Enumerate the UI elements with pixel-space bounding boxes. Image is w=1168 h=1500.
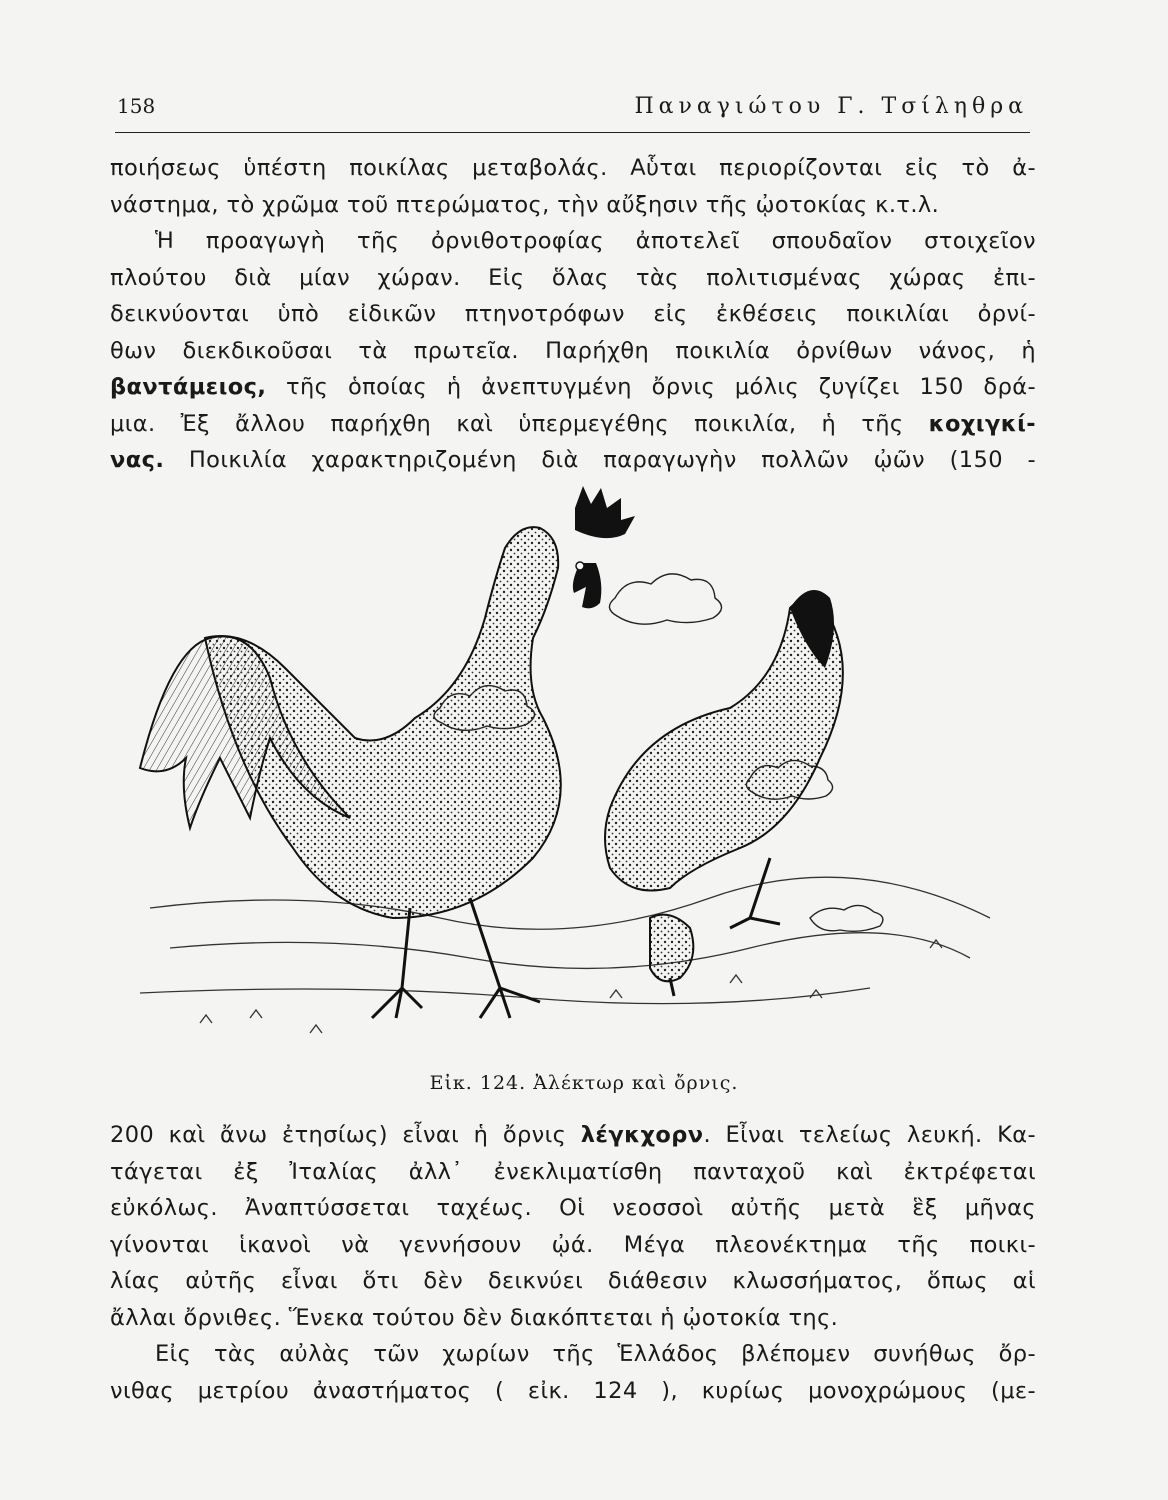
text-line (110, 1117, 1036, 1154)
rooster-hen-illustration (110, 478, 1036, 1068)
figure-caption: Εἰκ. 124. Ἀλέκτωρ καὶ ὄρνις. (429, 1072, 739, 1094)
text-span: Ποικιλία χαρακτηριζομένη διὰ παραγωγὴν πολλῶν ᾠῶν (150 - (164, 447, 1036, 473)
text-line: Ἡ προαγωγὴ τῆς ὀρνιθοτροφίας ἀποτελεῖ σπουδαῖον στοιχεῖον (155, 228, 1036, 254)
text-line: νάστημα, τὸ χρῶμα τοῦ πτερώματος, τὴν αὔξησιν τῆς ᾠοτοκίας κ.τ.λ. (110, 191, 940, 218)
rooster-icon (140, 486, 635, 1018)
text-span: τῆς ὁποίας ἡ ἀνεπτυγμένη ὄρνις μόλις ζυγίζει 150 δρά- (266, 374, 1036, 400)
text-line: δεικνύονται ὑπὸ εἰδικῶν πτηνοτρόφων εἰς ἐκθέσεις ποικιλίαι ὀρνί- (110, 301, 1036, 327)
text-line (110, 406, 1036, 443)
text-line: γίνονται ἱκανοὶ νὰ γεννήσουν ᾠά. Μέγα πλεονέκτημα τῆς ποικι- (110, 1231, 1036, 1258)
text-span: . Εἶναι τελείως λευκή. Κα- (703, 1122, 1036, 1148)
text-line: ποιήσεως ὑπέστη ποικίλας μεταβολάς. Αὗται περιορίζονται εἰς τὸ ἀ- (110, 155, 1036, 181)
paragraph-top (110, 150, 1036, 479)
text-line (110, 442, 1036, 479)
figure-rooster-and-hen (110, 478, 1036, 1068)
text-line: τάγεται ἐξ Ἰταλίας ἀλλ᾿ ἐνεκλιματίσθη πανταχοῦ καὶ ἐκτρέφεται (110, 1158, 1036, 1185)
text-line: Εἰς τὰς αὐλὰς τῶν χωρίων τῆς Ἑλλάδος βλέπομεν συνήθως ὄρ- (155, 1341, 1036, 1367)
text-line: ἄλλαι ὄρνιθες. Ἕνεκα τούτου δὲν διακόπτεται ἡ ᾠοτοκία της. (110, 1304, 839, 1331)
running-head-author: Παναγιώτου Γ. Τσίληθρα (634, 94, 1028, 119)
paragraph-bottom (110, 1117, 1036, 1409)
breed-name-leghorn: λέγκχορν (580, 1122, 704, 1148)
ground (140, 877, 990, 1033)
text-line: εὐκόλως. Ἀναπτύσσεται ταχέως. Οἱ νεοσσοὶ αὐτῆς μετὰ ἓξ μῆνας (110, 1195, 1036, 1221)
text-line: νιθας μετρίου ἀναστήματος ( εἰκ. 124 ), κυρίως μονοχρώμους (με- (110, 1377, 1036, 1404)
text-span: 200 καὶ ἄνω ἐτησίως) εἶναι ἡ ὄρνις (110, 1122, 581, 1148)
breed-name-bantam: βαντάμειος, (110, 374, 267, 400)
page-header (115, 92, 1030, 133)
text-line: πλούτου διὰ μίαν χώραν. Εἰς ὅλας τὰς πολιτισμένας χώρας ἐπι- (110, 264, 1036, 291)
breed-name-cochin-end: νας. (110, 447, 165, 473)
text-span: μια. Ἐξ ἄλλου παρήχθη καὶ ὑπερμεγέθης ποικιλία, ἡ τῆς (110, 410, 929, 437)
text-line: λίας αὐτῆς εἶναι ὅτι δὲν δεικνύει διάθεσιν κλωσσήματος, ὅπως αἱ (110, 1268, 1036, 1294)
text-line (110, 369, 1036, 406)
breed-name-cochin: κοχιγκί- (928, 410, 1036, 437)
hen-icon (605, 590, 843, 996)
text-line: θων διεκδικοῦσαι τὰ πρωτεῖα. Παρήχθη ποικιλία ὀρνίθων νάνος, ἡ (110, 337, 1036, 364)
page-number: 158 (117, 94, 156, 118)
